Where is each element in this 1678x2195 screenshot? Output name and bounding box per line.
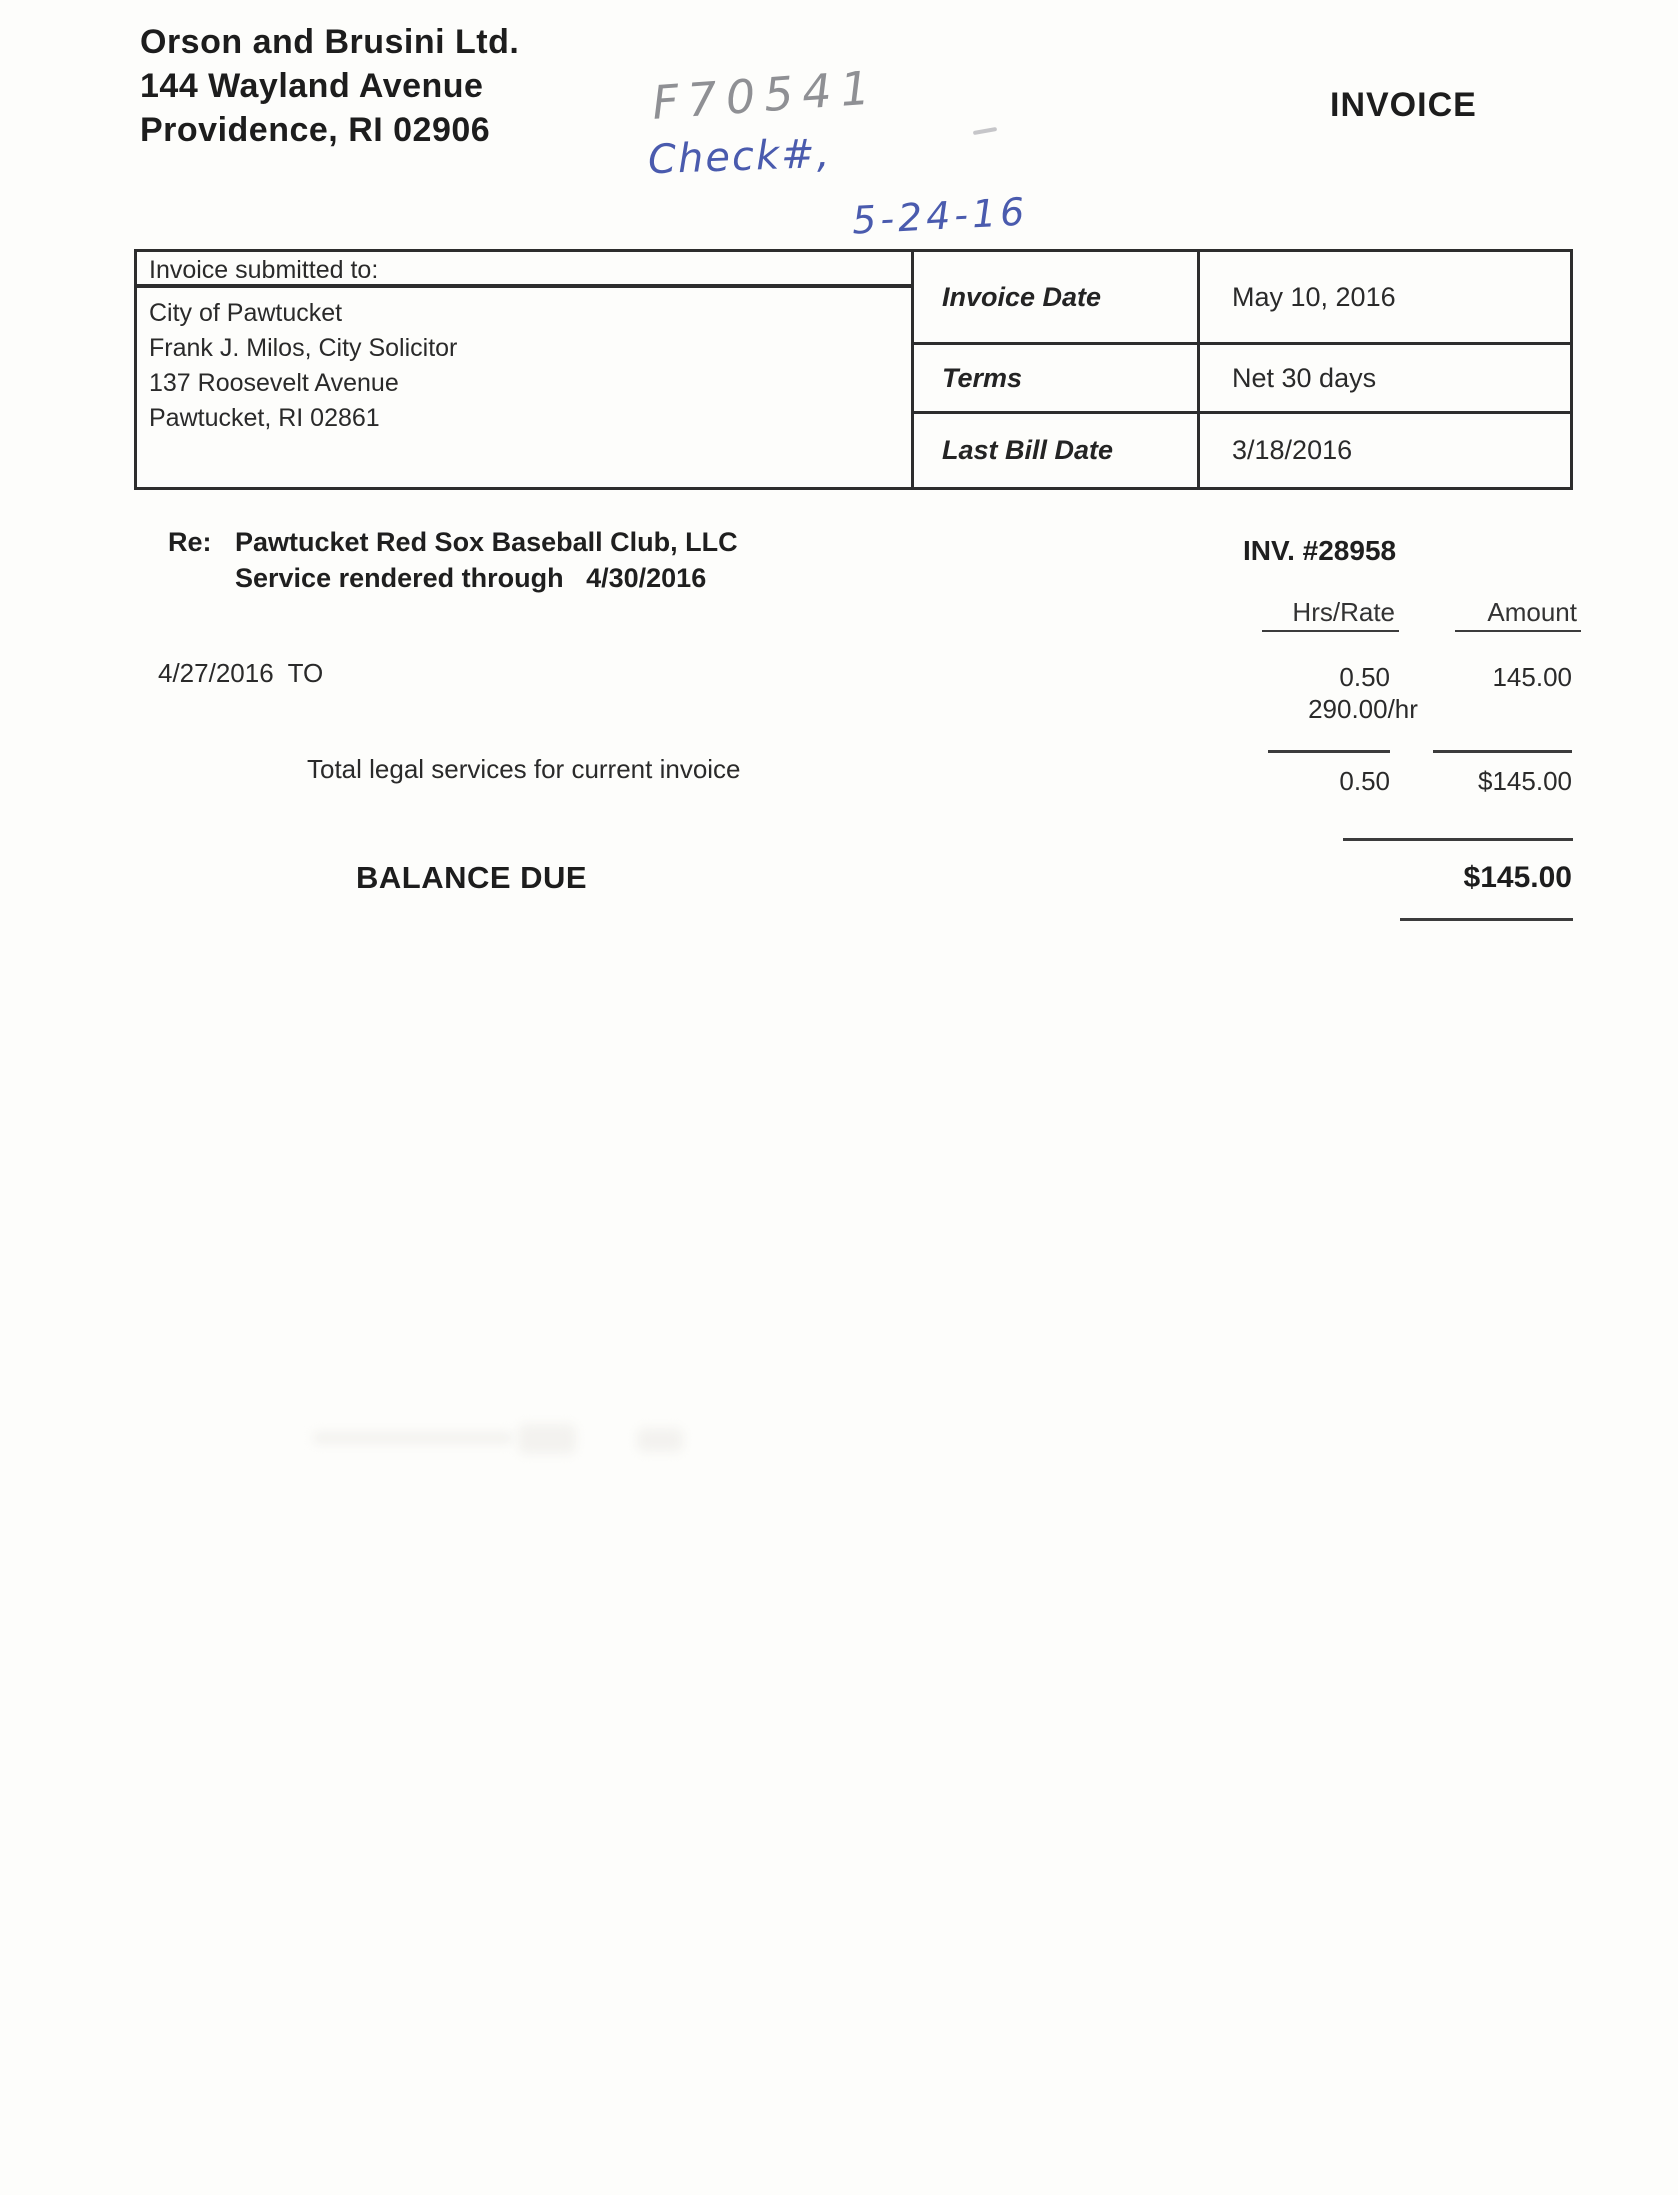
pencil-dash-mark: [973, 127, 997, 135]
invoice-number: INV. #28958: [1243, 535, 1397, 566]
invoice-header-tables: [134, 249, 1573, 490]
scan-smudge: [313, 1432, 513, 1444]
line-item-amount: 145.00: [1492, 662, 1572, 692]
terms-label: Terms: [914, 345, 1200, 411]
table-row: [914, 345, 1570, 414]
scan-smudge: [518, 1424, 576, 1454]
table-row: [914, 252, 1570, 345]
handwritten-check-label: Check#,: [647, 130, 833, 184]
letterhead: [140, 20, 519, 152]
total-hours-value: 0.50: [1339, 766, 1390, 796]
balance-due-amount: $145.00: [1463, 861, 1572, 894]
handwritten-date: 5-24-16: [850, 189, 1030, 243]
invoice-date-label: Invoice Date: [914, 252, 1200, 342]
handwritten-reference-number: F70541: [650, 60, 881, 130]
recipient-line-3: 137 Roosevelt Avenue: [149, 369, 399, 397]
company-address-line2: Providence, RI 02906: [140, 111, 491, 149]
total-services-label: Total legal services for current invoice: [307, 754, 741, 784]
balance-due-label: BALANCE DUE: [356, 860, 588, 895]
column-header-hrs-rate: Hrs/Rate: [1262, 596, 1399, 632]
table-row: [914, 414, 1570, 487]
line-item-rate: 290.00/hr: [1308, 694, 1418, 724]
re-client-name: Pawtucket Red Sox Baseball Club, LLC: [235, 527, 738, 557]
line-item-hours: 0.50: [1339, 662, 1390, 692]
hours-column-rule: [1268, 750, 1390, 753]
recipient-line-1: City of Pawtucket: [149, 299, 343, 327]
terms-value: Net 30 days: [1232, 362, 1377, 393]
last-bill-date-label: Last Bill Date: [914, 414, 1200, 487]
invoice-date-value: May 10, 2016: [1232, 281, 1396, 312]
submitted-to-header: Invoice submitted to:: [137, 252, 911, 288]
re-label: Re:: [168, 527, 212, 557]
total-amount-value: $145.00: [1478, 766, 1572, 796]
balance-rule-top: [1343, 838, 1573, 841]
recipient-line-2: Frank J. Milos, City Solicitor: [149, 334, 458, 362]
company-address-line1: 144 Wayland Avenue: [140, 67, 484, 105]
company-name: Orson and Brusini Ltd.: [140, 23, 520, 61]
scan-smudge: [637, 1428, 683, 1452]
submitted-to-box: [137, 252, 914, 487]
amount-column-rule: [1433, 750, 1572, 753]
document-title: INVOICE: [1330, 86, 1477, 124]
column-header-amount: Amount: [1455, 596, 1581, 632]
invoice-details-table: [914, 252, 1570, 487]
re-service-line: Service rendered through 4/30/2016: [235, 563, 707, 593]
last-bill-date-value: 3/18/2016: [1232, 435, 1353, 465]
recipient-line-4: Pawtucket, RI 02861: [149, 404, 380, 432]
line-item-date: 4/27/2016 TO: [158, 658, 324, 688]
balance-rule-bottom: [1400, 918, 1573, 921]
recipient-address-block: [137, 288, 911, 436]
